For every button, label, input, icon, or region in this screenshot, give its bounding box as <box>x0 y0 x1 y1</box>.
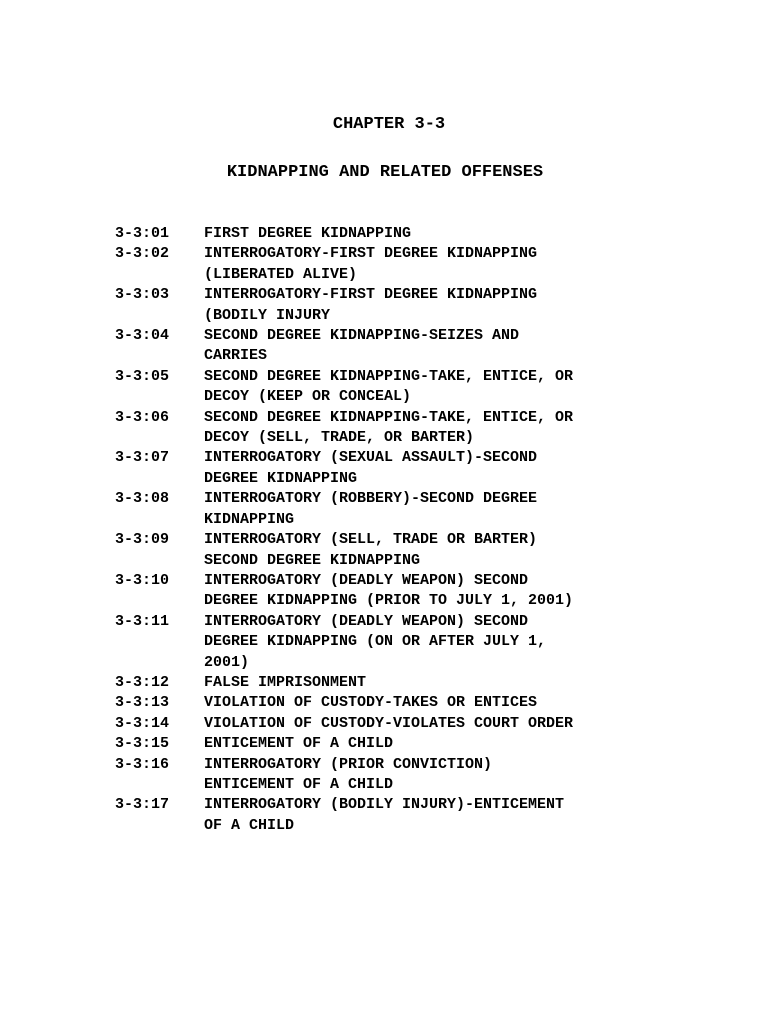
toc-entry <box>115 714 675 734</box>
section-title: VIOLATION OF CUSTODY-TAKES OR ENTICES <box>204 694 538 712</box>
toc-entry <box>115 673 675 693</box>
section-title: INTERROGATORY-FIRST DEGREE KIDNAPPING (LIBERATED ALIVE) <box>204 245 538 283</box>
section-title: SECOND DEGREE KIDNAPPING-TAKE, ENTICE, OR DECOY (KEEP OR CONCEAL) <box>204 367 574 406</box>
section-number: 3-3:06 <box>115 408 170 426</box>
toc-entry <box>115 285 675 326</box>
toc-entry <box>115 693 675 713</box>
section-title: FIRST DEGREE KIDNAPPING <box>204 225 412 242</box>
section-number: 3-3:05 <box>115 367 170 385</box>
toc-entry <box>115 489 675 530</box>
toc-entry <box>115 244 675 285</box>
section-title: INTERROGATORY (SELL, TRADE OR BARTER) SECOND DEGREE KIDNAPPING <box>204 531 538 569</box>
chapter-title: CHAPTER 3-3 <box>332 115 446 134</box>
section-number: 3-3:15 <box>115 735 170 753</box>
chapter-subtitle: KIDNAPPING AND RELATED OFFENSES <box>226 163 544 182</box>
section-title: ENTICEMENT OF A CHILD <box>204 735 394 753</box>
toc-entry <box>115 530 675 571</box>
section-title: VIOLATION OF CUSTODY-VIOLATES COURT ORDER <box>204 714 574 732</box>
section-number: 3-3:17 <box>115 796 170 814</box>
section-title: INTERROGATORY (DEADLY WEAPON) SECOND DEGREE KIDNAPPING (ON OR AFTER JULY 1, 2001) <box>204 612 547 671</box>
toc-entry <box>115 571 675 612</box>
section-number: 3-3:03 <box>115 286 170 304</box>
toc-entry <box>115 224 675 244</box>
toc-entry <box>115 367 675 408</box>
toc-entry <box>115 612 675 673</box>
toc-entry <box>115 326 675 367</box>
section-number: 3-3:10 <box>115 571 170 589</box>
section-number: 3-3:02 <box>115 245 170 263</box>
section-number: 3-3:07 <box>115 449 170 467</box>
section-title: INTERROGATORY-FIRST DEGREE KIDNAPPING (BODILY INJURY <box>204 286 538 324</box>
section-number: 3-3:04 <box>115 327 170 345</box>
section-number: 3-3:11 <box>115 612 170 630</box>
section-number: 3-3:08 <box>115 490 170 508</box>
toc-entry <box>115 408 675 449</box>
table-of-contents <box>115 224 675 836</box>
toc-entry <box>115 448 675 489</box>
section-title: INTERROGATORY (PRIOR CONVICTION) ENTICEMENT OF A CHILD <box>204 755 493 793</box>
section-title: INTERROGATORY (ROBBERY)-SECOND DEGREE KIDNAPPING <box>204 490 538 528</box>
section-title: FALSE IMPRISONMENT <box>204 673 367 691</box>
section-title: INTERROGATORY (SEXUAL ASSAULT)-SECOND DEGREE KIDNAPPING <box>204 449 538 487</box>
section-number: 3-3:13 <box>115 694 170 712</box>
section-number: 3-3:01 <box>115 225 170 242</box>
section-number: 3-3:14 <box>115 714 170 732</box>
toc-entry <box>115 795 675 836</box>
section-number: 3-3:16 <box>115 755 170 773</box>
toc-entry <box>115 755 675 796</box>
section-title: INTERROGATORY (DEADLY WEAPON) SECOND DEGREE KIDNAPPING (PRIOR TO JULY 1, 2001) <box>204 571 574 610</box>
section-title: INTERROGATORY (BODILY INJURY)-ENTICEMENT OF A CHILD <box>204 796 565 834</box>
section-number: 3-3:09 <box>115 531 170 549</box>
section-title: SECOND DEGREE KIDNAPPING-SEIZES AND CARRIES <box>204 327 520 365</box>
toc-entry <box>115 734 675 754</box>
section-title: SECOND DEGREE KIDNAPPING-TAKE, ENTICE, OR DECOY (SELL, TRADE, OR BARTER) <box>204 408 574 447</box>
section-number: 3-3:12 <box>115 673 170 691</box>
